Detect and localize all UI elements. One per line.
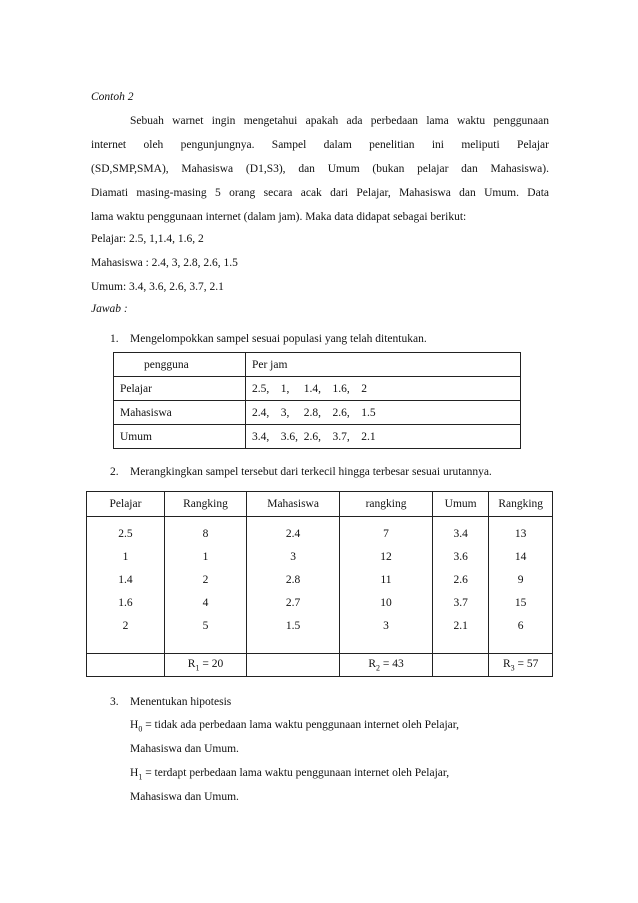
- step-1-number: 1.: [110, 333, 119, 345]
- mahasiswa-column: [247, 517, 340, 654]
- table-cell: 2.8: [285, 574, 301, 586]
- table-cell: [247, 654, 340, 677]
- table-cell: 1.6: [118, 597, 133, 609]
- step-3-number: 3.: [110, 696, 119, 708]
- header-cell: Per jam: [245, 353, 520, 377]
- umum-column: [432, 517, 488, 654]
- table-cell: 9: [517, 574, 524, 586]
- h0-text: = tidak ada perbedaan lama waktu penggunaan internet oleh Pelajar,: [142, 719, 460, 731]
- table-cell: 13: [514, 528, 527, 540]
- rank-sum-subscript: 2: [375, 663, 380, 673]
- table-row: [114, 377, 521, 401]
- table-row: [114, 401, 521, 425]
- intro-line-4: Diamati masing-masing 5 orang secara acak dari Pelajar, Mahasiswa dan Umum. Data: [91, 187, 549, 199]
- header-cell: pengguna: [114, 353, 246, 377]
- h0-subscript: 0: [138, 724, 143, 734]
- table-cell: 3: [383, 620, 389, 632]
- rank-sum-label: R: [187, 657, 196, 670]
- data-umum: Umum: 3.4, 3.6, 2.6, 3.7, 2.1: [91, 281, 224, 293]
- header-cell: rangking: [340, 492, 433, 517]
- example-heading: Contoh 2: [91, 91, 134, 103]
- header-cell: Umum: [432, 492, 488, 517]
- h0-line-2: Mahasiswa dan Umum.: [130, 743, 239, 755]
- step-2-number: 2.: [110, 466, 119, 478]
- intro-line-2: internet oleh pengunjungnya. Sampel dalam penelitian ini meliputi Pelajar: [91, 139, 549, 151]
- table-cell: 14: [514, 551, 527, 563]
- intro-line-5: lama waktu penggunaan internet (dalam jam). Maka data didapat sebagai berikut:: [91, 211, 467, 223]
- pelajar-rank-column: [164, 517, 246, 654]
- table-cell: 8: [202, 528, 209, 540]
- rank-sum-r2: [340, 654, 433, 677]
- step-2-text: Merangkingkan sampel tersebut dari terkecil hingga terbesar sesuai urutannya.: [130, 466, 492, 478]
- totals-row: [87, 654, 553, 677]
- table-row: [87, 517, 553, 654]
- intro-line-1: Sebuah warnet ingin mengetahui apakah ada perbedaan lama waktu penggunaan: [130, 115, 549, 127]
- table-cell: 15: [514, 597, 527, 609]
- pelajar-column: [87, 517, 165, 654]
- rank-sum-r3: [489, 654, 553, 677]
- h1-line-1: [130, 767, 449, 781]
- table-cell: 1: [122, 551, 129, 563]
- table-cell: 2.5, 1, 1.4, 1.6, 2: [245, 377, 520, 401]
- table-cell: Umum: [114, 425, 246, 449]
- h1-line-2: Mahasiswa dan Umum.: [130, 791, 239, 803]
- table-cell: 3.4: [453, 528, 468, 540]
- data-pelajar: Pelajar: 2.5, 1,1.4, 1.6, 2: [91, 233, 204, 245]
- table-cell: 1: [202, 551, 209, 563]
- rank-sum-r1: [164, 654, 246, 677]
- table-cell: 2.6: [453, 574, 468, 586]
- table-cell: 2.4, 3, 2.8, 2.6, 1.5: [245, 401, 520, 425]
- table-cell: [432, 654, 488, 677]
- header-cell: Rangking: [164, 492, 246, 517]
- rank-sum-label: R: [368, 657, 376, 670]
- table-cell: 1.4: [118, 574, 133, 586]
- step-1-text: Mengelompokkan sampel sesuai populasi yang telah ditentukan.: [130, 333, 427, 345]
- header-cell: Mahasiswa: [247, 492, 340, 517]
- table-cell: 5: [202, 620, 209, 632]
- rank-sum-value: = 57: [514, 657, 539, 670]
- ranking-table: [86, 491, 553, 677]
- population-table: [113, 352, 521, 449]
- h0-line-1: [130, 719, 459, 733]
- data-mahasiswa: Mahasiswa : 2.4, 3, 2.8, 2.6, 1.5: [91, 257, 238, 269]
- rank-sum-subscript: 3: [510, 663, 515, 673]
- table-cell: 3.6: [453, 551, 468, 563]
- table-cell: 3.7: [453, 597, 468, 609]
- table-cell: 2.4: [285, 528, 301, 540]
- umum-rank-column: [489, 517, 553, 654]
- table-cell: 12: [380, 551, 392, 563]
- table-cell: 2: [122, 620, 129, 632]
- intro-line-3: (SD,SMP,SMA), Mahasiswa (D1,S3), dan Umum (bukan pelajar dan Mahasiswa).: [91, 163, 549, 175]
- step-3-text: Menentukan hipotesis: [130, 696, 232, 708]
- table-cell: Pelajar: [114, 377, 246, 401]
- table-cell: 2: [202, 574, 209, 586]
- rank-sum-value: = 43: [379, 657, 404, 670]
- header-cell: Pelajar: [87, 492, 165, 517]
- header-cell: Rangking: [489, 492, 553, 517]
- table-row: [114, 353, 521, 377]
- table-cell: Mahasiswa: [114, 401, 246, 425]
- table-cell: 3: [290, 551, 296, 563]
- table-cell: [87, 654, 165, 677]
- table-cell: 3.4, 3.6, 2.6, 3.7, 2.1: [245, 425, 520, 449]
- rank-sum-label: R: [502, 657, 511, 670]
- table-cell: 2.1: [453, 620, 468, 632]
- table-cell: 10: [380, 597, 392, 609]
- mahasiswa-rank-column: [340, 517, 433, 654]
- h0-symbol: H: [130, 719, 139, 731]
- table-cell: 4: [202, 597, 209, 609]
- table-cell: 11: [380, 574, 392, 586]
- jawab-label: Jawab :: [91, 303, 128, 315]
- table-cell: 6: [517, 620, 524, 632]
- table-cell: 2.7: [285, 597, 301, 609]
- rank-sum-subscript: 1: [195, 663, 200, 673]
- table-row: [87, 492, 553, 517]
- h1-symbol: H: [130, 767, 139, 779]
- table-cell: 1.5: [285, 620, 301, 632]
- h1-text: = terdapt perbedaan lama waktu penggunaan internet oleh Pelajar,: [142, 767, 450, 779]
- rank-sum-value: = 20: [199, 657, 224, 670]
- table-cell: 2.5: [118, 528, 133, 540]
- table-cell: 7: [383, 528, 389, 540]
- h1-subscript: 1: [138, 772, 143, 782]
- table-row: [114, 425, 521, 449]
